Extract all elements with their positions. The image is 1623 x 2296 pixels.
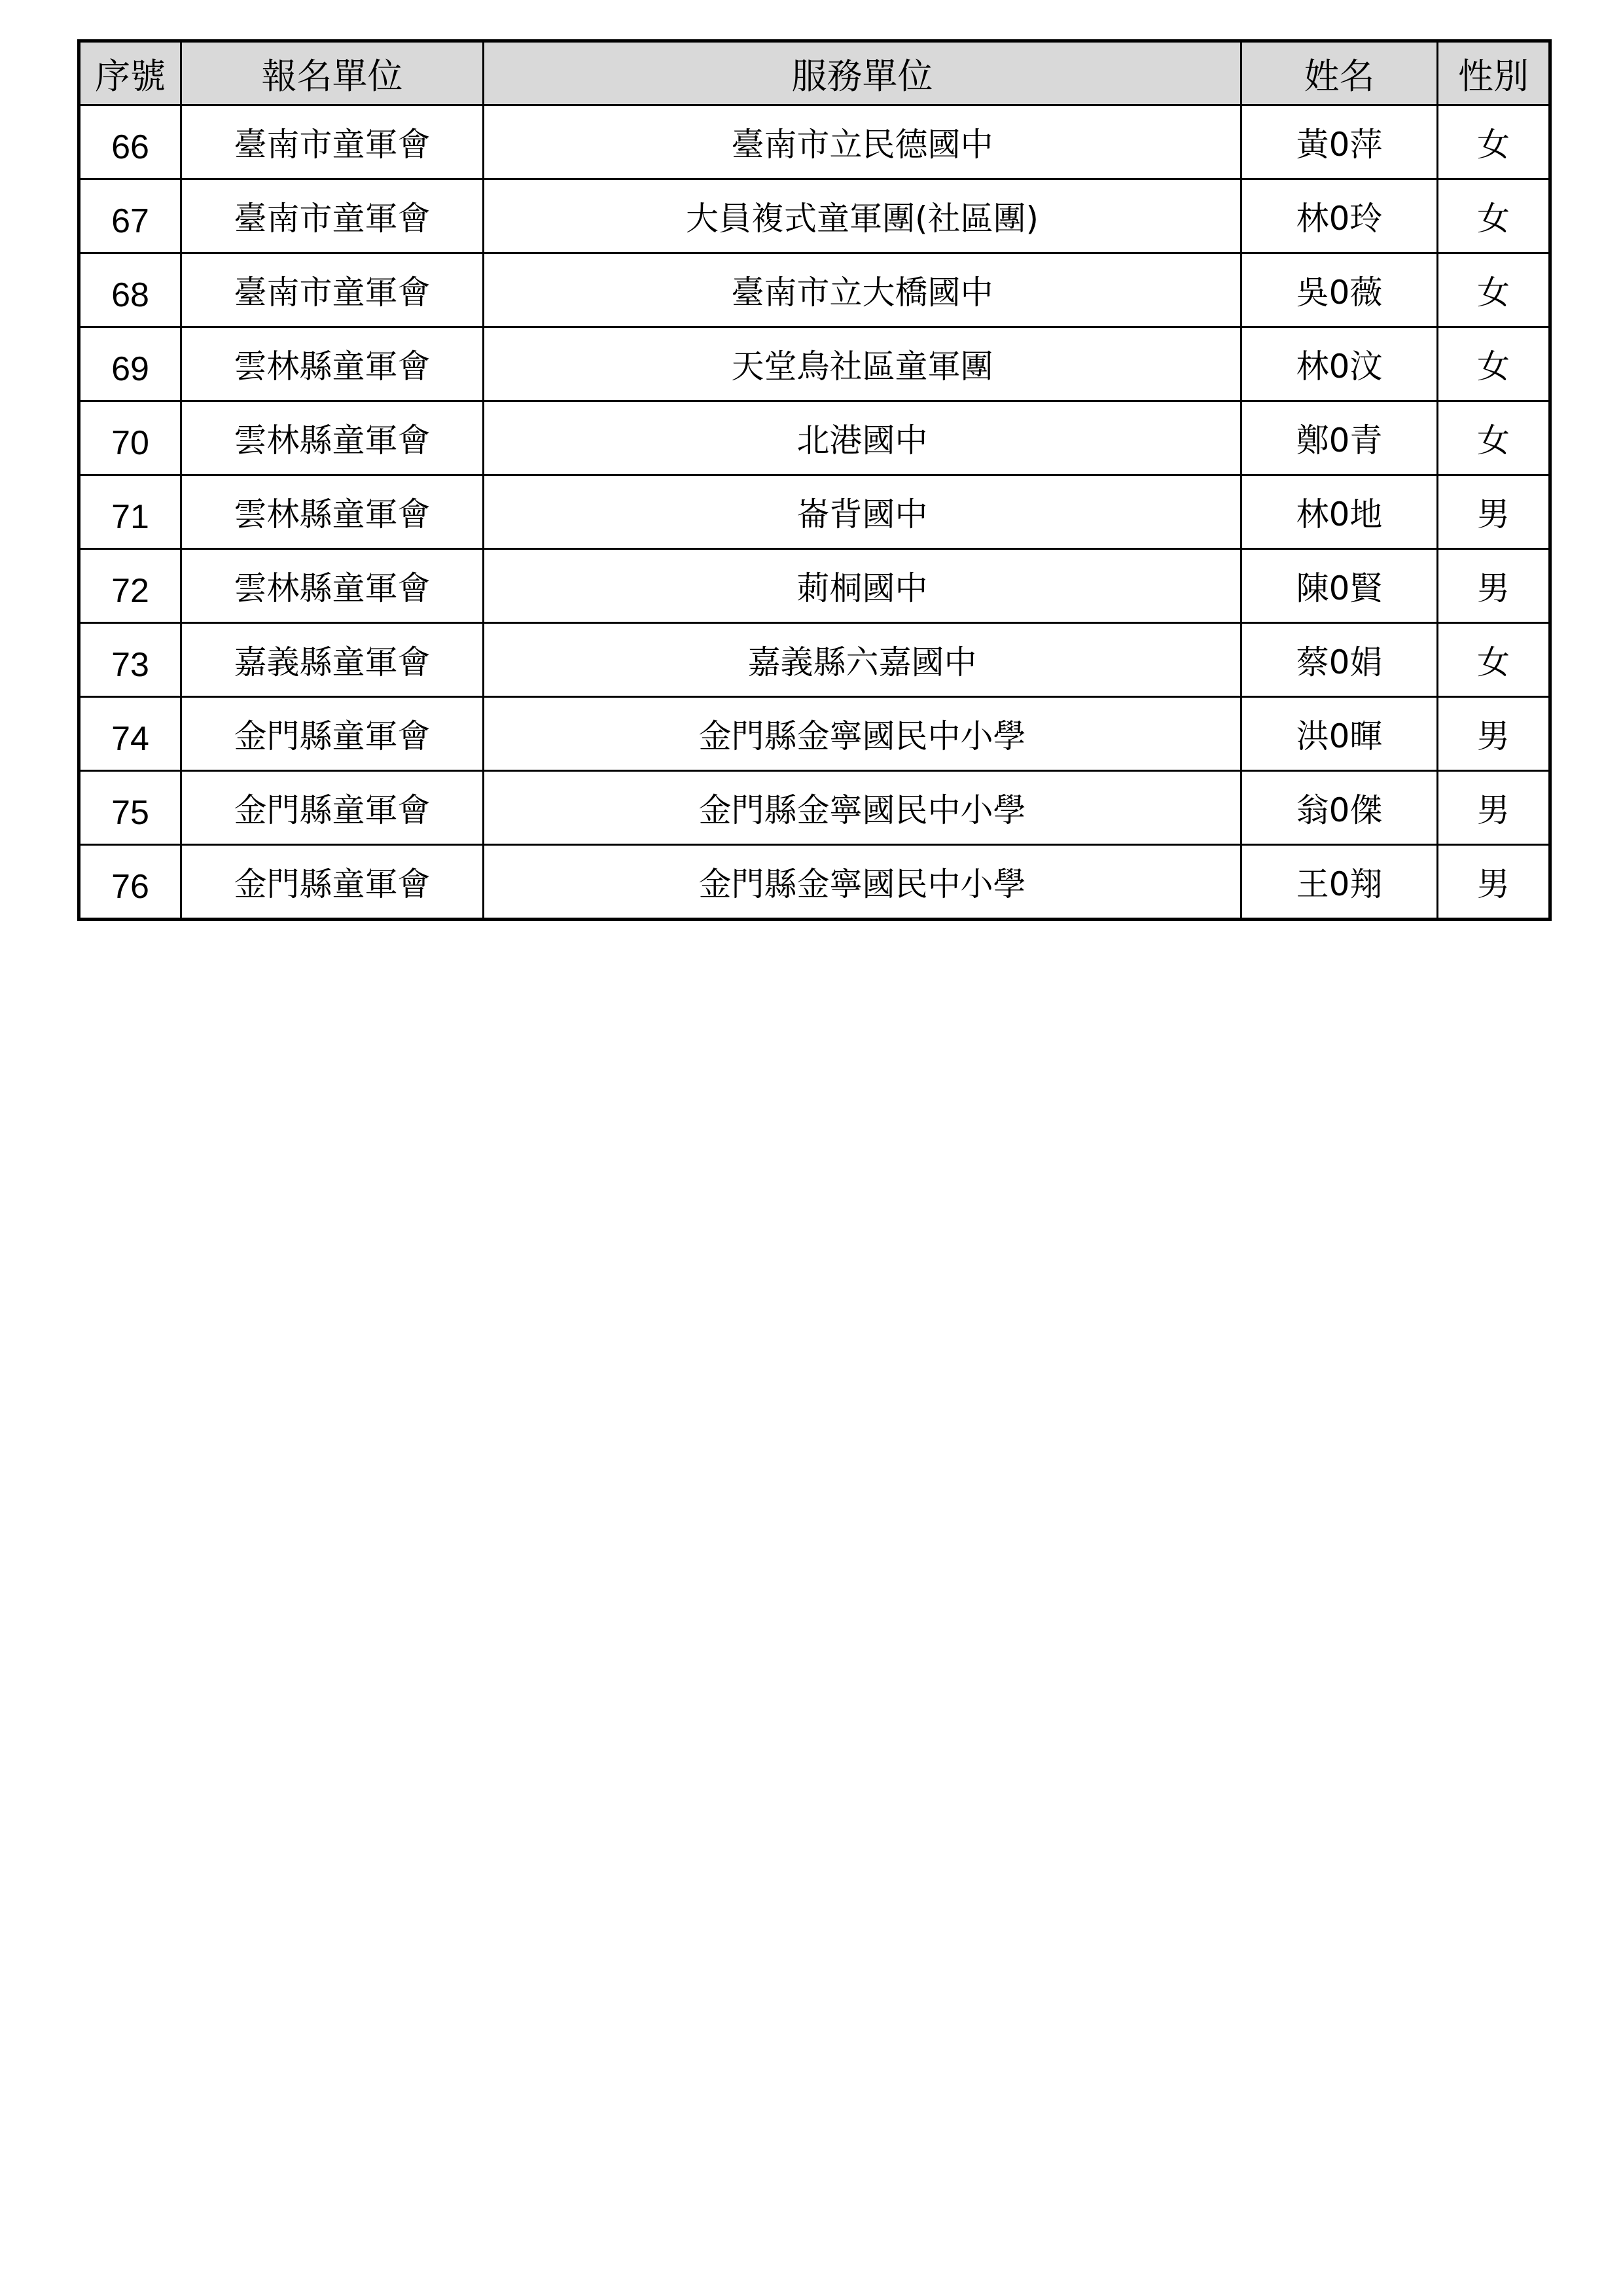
cell-seq: 68 [79, 253, 181, 327]
cell-name: 鄭0青 [1241, 401, 1438, 475]
cell-registration-unit: 雲林縣童軍會 [181, 327, 484, 401]
cell-service-unit: 臺南市立大橋國中 [484, 253, 1241, 327]
roster-table [77, 39, 1552, 921]
cell-registration-unit: 金門縣童軍會 [181, 697, 484, 771]
cell-seq: 66 [79, 105, 181, 179]
cell-seq: 67 [79, 179, 181, 253]
cell-gender: 男 [1438, 845, 1550, 920]
cell-registration-unit: 臺南市童軍會 [181, 253, 484, 327]
cell-seq: 73 [79, 623, 181, 697]
header-name: 姓名 [1241, 41, 1438, 105]
cell-name: 蔡0娟 [1241, 623, 1438, 697]
cell-gender: 男 [1438, 475, 1550, 549]
cell-gender: 女 [1438, 253, 1550, 327]
cell-gender: 男 [1438, 697, 1550, 771]
cell-name: 洪0暉 [1241, 697, 1438, 771]
cell-service-unit: 大員複式童軍團(社區團) [484, 179, 1241, 253]
table-row [79, 475, 1550, 549]
cell-name: 王0翔 [1241, 845, 1438, 920]
cell-service-unit: 崙背國中 [484, 475, 1241, 549]
cell-seq: 76 [79, 845, 181, 920]
cell-gender: 男 [1438, 771, 1550, 845]
table-row [79, 845, 1550, 920]
cell-service-unit: 金門縣金寧國民中小學 [484, 845, 1241, 920]
cell-seq: 75 [79, 771, 181, 845]
table-header-row [79, 41, 1550, 105]
cell-service-unit: 金門縣金寧國民中小學 [484, 697, 1241, 771]
cell-gender: 男 [1438, 549, 1550, 623]
table-row [79, 697, 1550, 771]
table-row [79, 327, 1550, 401]
cell-service-unit: 嘉義縣六嘉國中 [484, 623, 1241, 697]
cell-gender: 女 [1438, 401, 1550, 475]
cell-registration-unit: 雲林縣童軍會 [181, 401, 484, 475]
cell-registration-unit: 金門縣童軍會 [181, 771, 484, 845]
cell-registration-unit: 雲林縣童軍會 [181, 549, 484, 623]
cell-name: 黃0萍 [1241, 105, 1438, 179]
header-gender: 性別 [1438, 41, 1550, 105]
header-service-unit: 服務單位 [484, 41, 1241, 105]
table-row [79, 179, 1550, 253]
cell-registration-unit: 臺南市童軍會 [181, 179, 484, 253]
cell-name: 林0地 [1241, 475, 1438, 549]
cell-gender: 女 [1438, 105, 1550, 179]
cell-seq: 69 [79, 327, 181, 401]
cell-service-unit: 莿桐國中 [484, 549, 1241, 623]
cell-seq: 70 [79, 401, 181, 475]
cell-seq: 74 [79, 697, 181, 771]
cell-gender: 女 [1438, 623, 1550, 697]
cell-name: 翁0傑 [1241, 771, 1438, 845]
table-row [79, 549, 1550, 623]
cell-name: 陳0賢 [1241, 549, 1438, 623]
cell-service-unit: 天堂鳥社區童軍團 [484, 327, 1241, 401]
cell-registration-unit: 金門縣童軍會 [181, 845, 484, 920]
cell-service-unit: 北港國中 [484, 401, 1241, 475]
table-row [79, 105, 1550, 179]
cell-gender: 女 [1438, 327, 1550, 401]
table-body [79, 105, 1550, 920]
header-registration-unit: 報名單位 [181, 41, 484, 105]
cell-seq: 72 [79, 549, 181, 623]
cell-registration-unit: 雲林縣童軍會 [181, 475, 484, 549]
table-row [79, 771, 1550, 845]
cell-name: 吳0薇 [1241, 253, 1438, 327]
cell-name: 林0玲 [1241, 179, 1438, 253]
cell-registration-unit: 嘉義縣童軍會 [181, 623, 484, 697]
cell-gender: 女 [1438, 179, 1550, 253]
cell-seq: 71 [79, 475, 181, 549]
cell-name: 林0汶 [1241, 327, 1438, 401]
cell-service-unit: 臺南市立民德國中 [484, 105, 1241, 179]
cell-registration-unit: 臺南市童軍會 [181, 105, 484, 179]
table-row [79, 253, 1550, 327]
header-seq: 序號 [79, 41, 181, 105]
cell-service-unit: 金門縣金寧國民中小學 [484, 771, 1241, 845]
table-row [79, 623, 1550, 697]
table-row [79, 401, 1550, 475]
